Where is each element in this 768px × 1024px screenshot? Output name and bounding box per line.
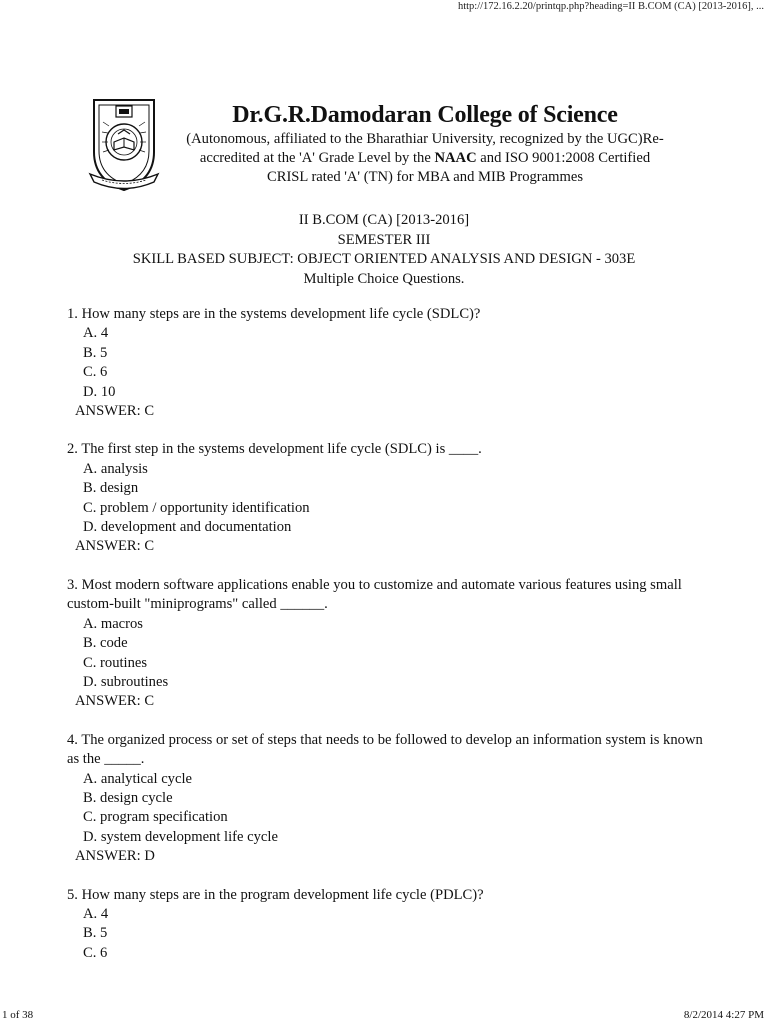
- option-c: C. routines: [83, 654, 148, 671]
- exam-heading: [0, 211, 768, 289]
- option-c: C. 6: [83, 364, 108, 381]
- accreditation-line-1: (Autonomous, affiliated to the Bharathiar University, recognized by the UGC)Re-: [186, 131, 664, 147]
- subject-title: SKILL BASED SUBJECT: OBJECT ORIENTED ANALYSIS AND DESIGN - 303E: [132, 251, 636, 267]
- question-item: [67, 440, 717, 556]
- college-name: Dr.G.R.Damodaran College of Science: [232, 102, 618, 128]
- option-a: A. analysis: [83, 460, 148, 477]
- accreditation-line-2-post: and ISO 9001:2008 Certified: [476, 150, 651, 166]
- question-text: 3. Most modern software applications enable you to customize and automate various features using small custom-built "miniprograms" called ______.: [67, 576, 682, 613]
- answer-text: ANSWER: D: [75, 848, 155, 865]
- answer-text: ANSWER: C: [75, 538, 155, 555]
- question-type: Multiple Choice Questions.: [303, 270, 465, 287]
- option-d: D. 10: [83, 383, 116, 400]
- question-text: 2. The first step in the systems development life cycle (SDLC) is ____.: [67, 441, 482, 458]
- option-a: A. 4: [83, 325, 109, 342]
- course-title: II B.COM (CA) [2013-2016]: [298, 212, 470, 228]
- option-b: B. 5: [83, 925, 108, 942]
- option-b: B. design: [83, 480, 139, 497]
- print-header-url: http://172.16.2.20/printqp.php?heading=II B.COM (CA) [2013-2016], ...: [457, 1, 764, 12]
- option-b: B. design cycle: [83, 789, 173, 806]
- question-item: [67, 305, 717, 421]
- question-text: 5. How many steps are in the program development life cycle (PDLC)?: [67, 886, 484, 903]
- print-timestamp: 8/2/2014 4:27 PM: [683, 1009, 764, 1021]
- college-crest-logo: [88, 92, 160, 196]
- option-a: A. macros: [83, 615, 143, 632]
- accreditation-line-2: [160, 149, 690, 168]
- option-d: D. system development life cycle: [83, 828, 278, 845]
- option-d: D. subroutines: [83, 673, 169, 690]
- question-item: [67, 731, 717, 867]
- answer-text: ANSWER: C: [75, 403, 155, 420]
- option-c: C. problem / opportunity identification: [83, 499, 310, 516]
- option-b: B. 5: [83, 344, 108, 361]
- option-b: B. code: [83, 635, 128, 652]
- accreditation-line-2-pre: accredited at the 'A' Grade Level by the: [199, 150, 435, 166]
- question-text: 1. How many steps are in the systems development life cycle (SDLC)?: [67, 306, 481, 322]
- question-item: [67, 886, 717, 964]
- college-header: [160, 100, 690, 187]
- answer-text: ANSWER: C: [75, 693, 155, 710]
- naac-label: NAAC: [434, 150, 477, 166]
- accreditation-line-3: CRISL rated 'A' (TN) for MBA and MIB Programmes: [266, 169, 583, 185]
- option-a: A. analytical cycle: [83, 770, 192, 787]
- option-d: D. development and documentation: [83, 519, 292, 536]
- option-a: A. 4: [83, 905, 109, 922]
- semester-title: SEMESTER III: [337, 231, 431, 248]
- option-c: C. 6: [83, 944, 108, 961]
- question-item: [67, 576, 717, 712]
- question-list: [67, 305, 717, 982]
- question-text: 4. The organized process or set of steps that needs to be followed to develop an information system is known as the _____.: [67, 731, 703, 768]
- option-c: C. program specification: [83, 809, 228, 826]
- page-number: 1 of 38: [2, 1009, 34, 1021]
- college-accreditation: [160, 130, 690, 187]
